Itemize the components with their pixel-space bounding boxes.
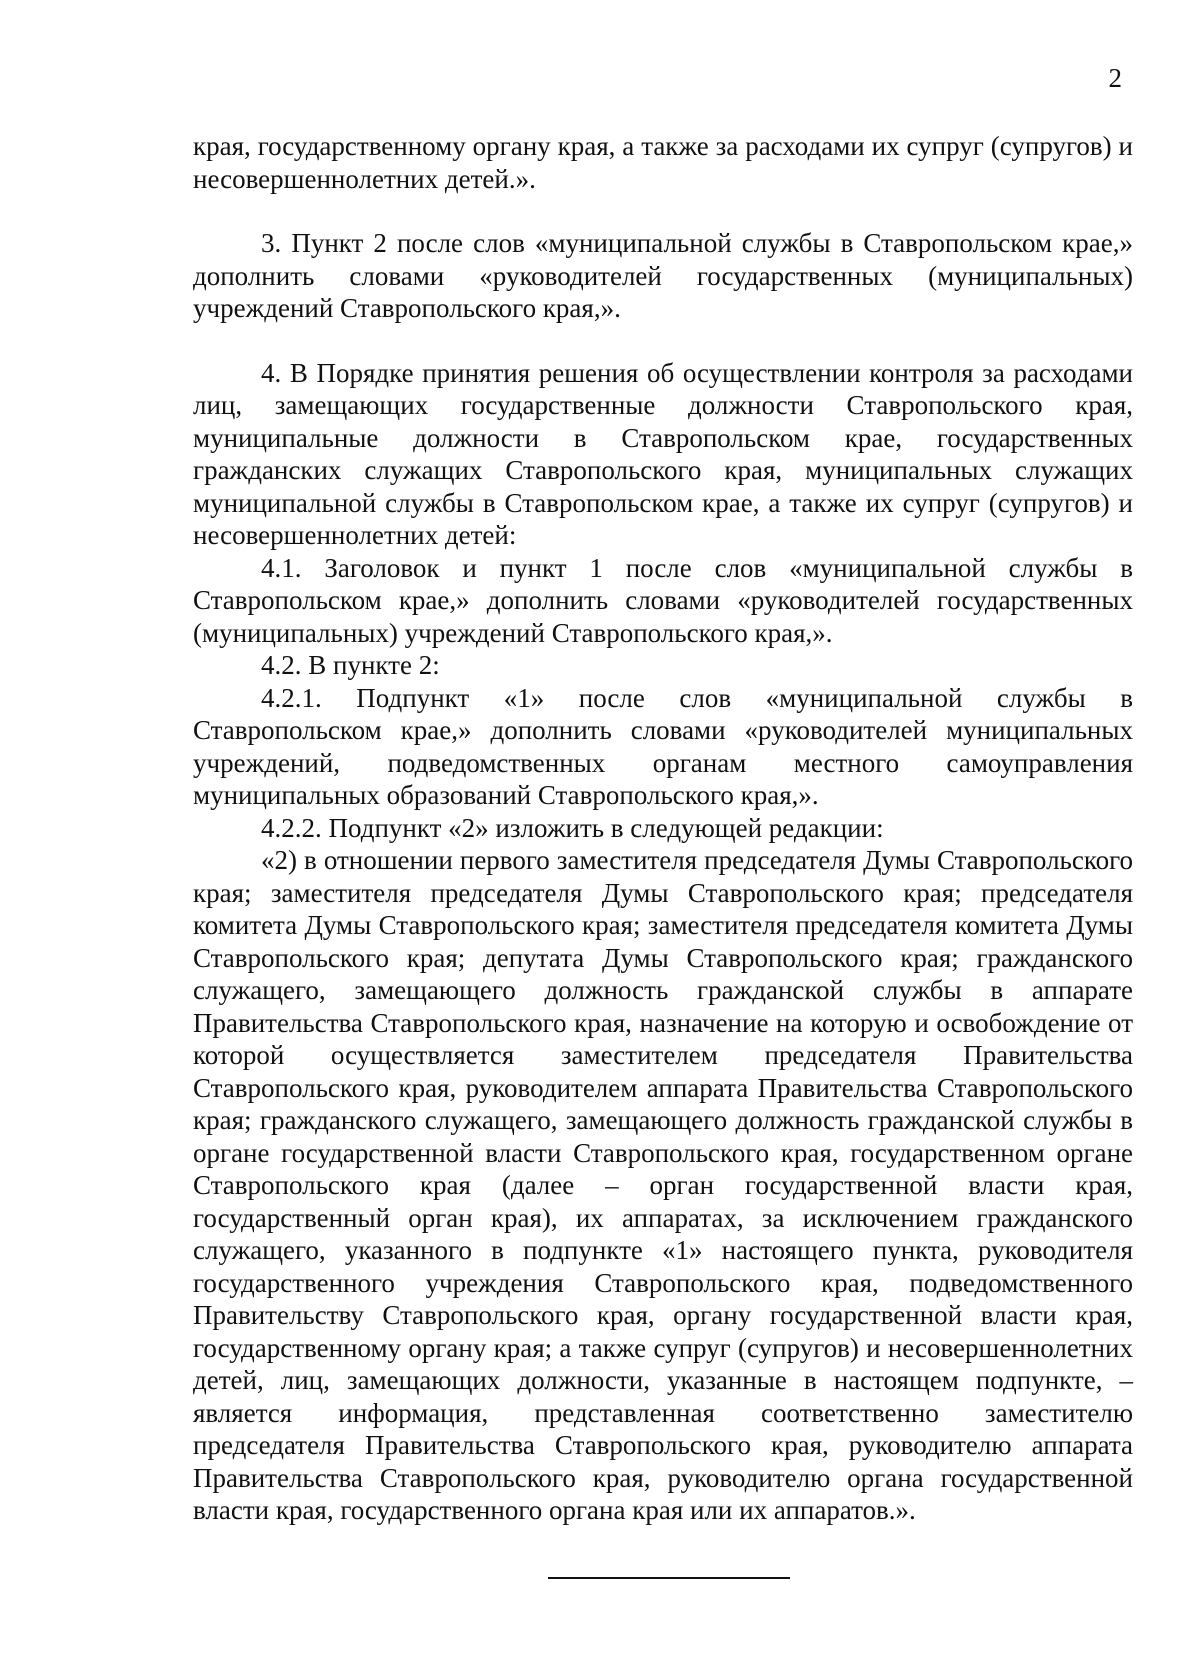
end-of-document-rule: [548, 1577, 790, 1579]
paragraph-item-4-2-2: 4.2.2. Подпункт «2» изложить в следующей редакции:: [261, 812, 884, 843]
paragraph-subitem-2-text: «2) в отношении первого заместителя председателя Думы Ставропольского края; заместителя председателя Думы Ставропольского края; председателя комитета Думы Ставропольского края; заместителя председателя комитета Думы Ставропольского края; депутата Думы Ставропольского края; гражданского служащего, замещающего должность гражданской службы в аппарате Правительства Ставропольского края, назначение на которую и освобождение от которой осуществляется заместителем председателя Правительства Ставропольского края, руководителем аппарата Правительства Ставропольского края; гражданского служащего, замещающего должность гражданской службы в органе государственной власти Ставропольского края, государственном органе Ставропольского края (далее – орган государственной власти края, государственный орган края), их аппаратах, за исключением гражданского служащего, указанного в подпункте «1» настоящего пункта, руководителя государственного учреждения Ставропольского края, подведомственного Правительству Ставропольского края, органу государственной власти края, государственному органу края; а также супруг (супругов) и несовершеннолетних детей, лиц, замещающих должности, указанные в настоящем подпункте, – является информация, представленная соответственно заместителю председателя Правительства Ставропольского края, руководителю аппарата Правительства Ставропольского края, руководителю органа государственной власти края, государственного органа края или их аппаратов.».: [193, 845, 1133, 1525]
paragraph-gap: [193, 195, 1133, 227]
document-body: [193, 130, 1133, 1527]
paragraph-gap: [193, 325, 1133, 357]
paragraph-item-4-1: 4.1. Заголовок и пункт 1 после слов «муниципальной службы в Ставропольском крае,» дополнить словами «руководителей государственных (муниципальных) учреждений Ставропольского края,».: [193, 552, 1133, 648]
paragraph-continuation: края, государственному органу края, а также за расходами их супруг (супругов) и несовершеннолетних детей.».: [193, 131, 1133, 194]
paragraph-item-4-2-1: 4.2.1. Подпункт «1» после слов «муниципальной службы в Ставропольском крае,» дополнить словами «руководителей муниципальных учреждений, подведомственных органам местного самоуправления муниципальных образований Ставропольского края,».: [193, 682, 1133, 810]
paragraph-item-4: 4. В Порядке принятия решения об осуществлении контроля за расходами лиц, замещающих государственные должности Ставропольского края, муниципальные должности в Ставропольском крае, государственных гражданских служащих Ставропольского края, муниципальных служащих муниципальной службы в Ставропольском крае, а также их супруг (супругов) и несовершеннолетних детей:: [193, 357, 1133, 550]
paragraph-item-4-2: 4.2. В пункте 2:: [261, 650, 440, 680]
page-number: 2: [1108, 63, 1122, 93]
paragraph-item-3: 3. Пункт 2 после слов «муниципальной службы в Ставропольском крае,» дополнить словами «руководителей государственных (муниципальных) учреждений Ставропольского края,».: [193, 228, 1133, 323]
